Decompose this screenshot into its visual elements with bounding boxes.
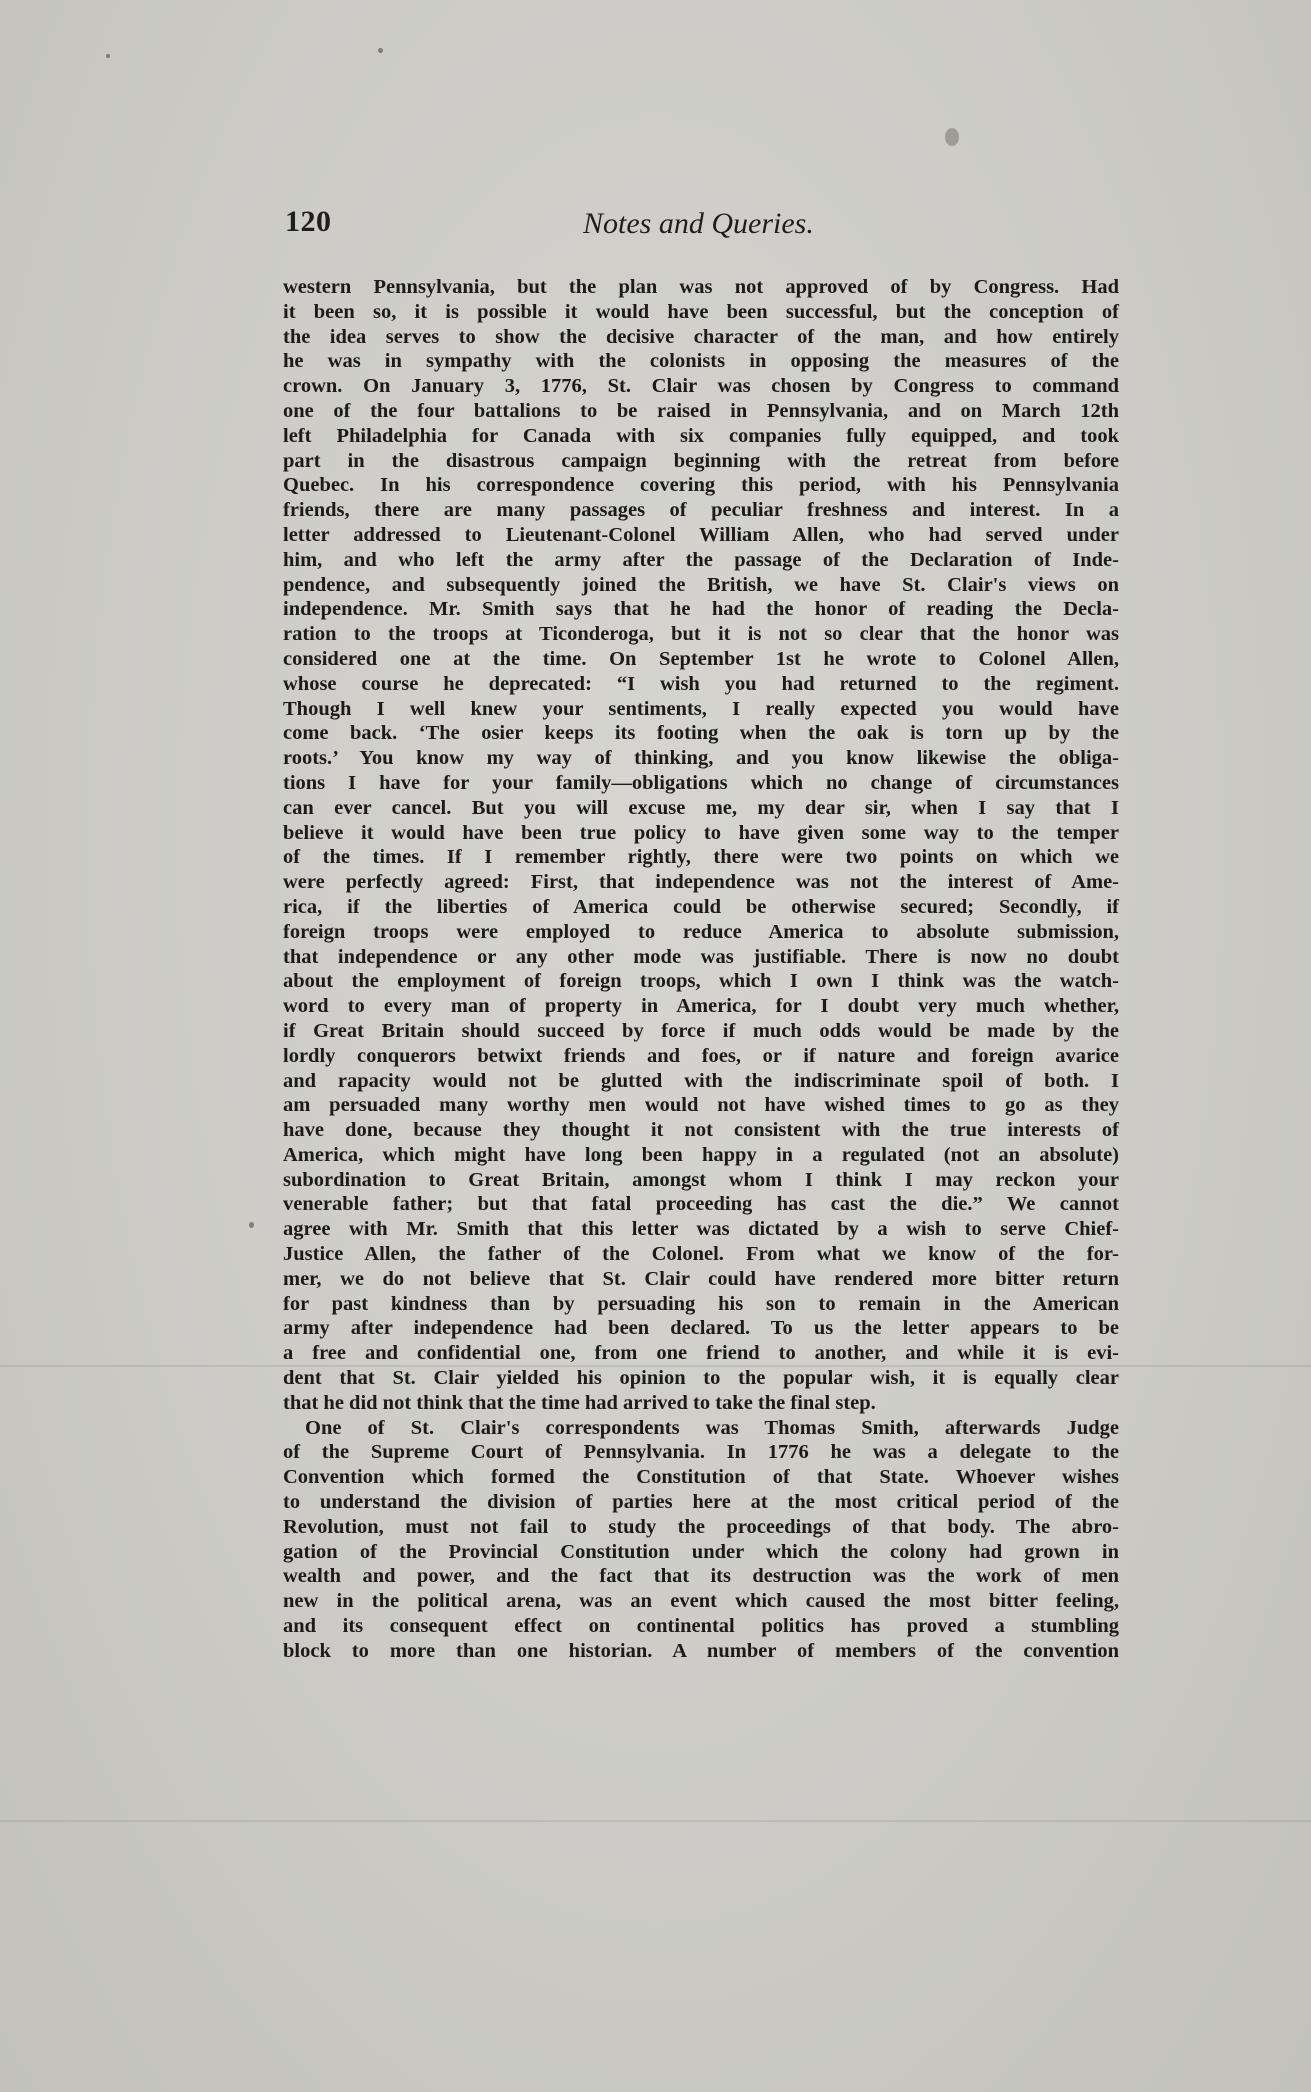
text-line: were perfectly agreed: First, that independence was not the interest of Ame- — [283, 871, 1119, 894]
text-line: am persuaded many worthy men would not have wished times to go as they — [283, 1094, 1119, 1117]
text-line: America, which might have long been happy in a regulated (not an absolute) — [283, 1143, 1119, 1166]
text-line: and rapacity would not be glutted with the indiscriminate spoil of both. I — [283, 1069, 1119, 1092]
ink-speck — [378, 48, 383, 53]
text-line: western Pennsylvania, but the plan was not approved of by Congress. Had — [283, 276, 1119, 298]
text-line: dent that St. Clair yielded his opinion to the popular wish, it is equally clear — [283, 1367, 1119, 1390]
text-line: Revolution, must not fail to study the proceedings of that body. The abro- — [283, 1515, 1119, 1538]
text-line: left Philadelphia for Canada with six companies fully equipped, and took — [283, 424, 1119, 447]
text-line: he was in sympathy with the colonists in opposing the measures of the — [283, 350, 1119, 373]
page-number: 120 — [285, 205, 332, 238]
text-line: whose course he deprecated: “I wish you had returned to the regiment. — [283, 672, 1119, 695]
text-line: the idea serves to show the decisive character of the man, and how entirely — [283, 325, 1119, 348]
text-line: Justice Allen, the father of the Colonel. From what we know of the for- — [283, 1243, 1119, 1266]
text-line: him, and who left the army after the passage of the Declaration of Inde- — [283, 548, 1119, 571]
text-line: tions I have for your family—obligations which no change of circumstances — [283, 771, 1119, 794]
text-line: and its consequent effect on continental politics has proved a stumbling — [283, 1615, 1119, 1638]
text-line: foreign troops were employed to reduce America to absolute submission, — [283, 920, 1119, 943]
text-line: Quebec. In his correspondence covering this period, with his Pennsylvania — [283, 474, 1119, 497]
text-line: Though I well knew your sentiments, I really expected you would have — [283, 697, 1119, 720]
text-line: believe it would have been true policy to have given some way to the temper — [283, 821, 1119, 844]
text-line: subordination to Great Britain, amongst whom I think I may reckon your — [283, 1168, 1119, 1191]
text-line: Convention which formed the Constitution of that State. Whoever wishes — [283, 1466, 1119, 1489]
text-line: mer, we do not believe that St. Clair could have rendered more bitter return — [283, 1267, 1119, 1290]
page-header — [285, 205, 1111, 255]
body-text — [283, 275, 1119, 1664]
text-line: agree with Mr. Smith that this letter was dictated by a wish to serve Chief- — [283, 1218, 1119, 1241]
text-line: for past kindness than by persuading his son to remain in the American — [283, 1292, 1119, 1315]
text-line: ration to the troops at Ticonderoga, but it is not so clear that the honor was — [283, 623, 1119, 646]
text-line: letter addressed to Lieutenant-Colonel William Allen, who had served under — [283, 523, 1119, 546]
text-line: army after independence had been declared. To us the letter appears to be — [283, 1317, 1119, 1340]
text-line: One of St. Clair's correspondents was Thomas Smith, afterwards Judge — [305, 1416, 1119, 1439]
text-line: a free and confidential one, from one friend to another, and while it is evi- — [283, 1342, 1119, 1365]
text-line: word to every man of property in America, for I doubt very much whether, — [283, 995, 1119, 1018]
ink-speck — [249, 1222, 254, 1228]
text-line: considered one at the time. On September 1st he wrote to Colonel Allen, — [283, 647, 1119, 670]
running-head: Notes and Queries. — [583, 207, 814, 240]
text-line: lordly conquerors betwixt friends and foes, or if nature and foreign avarice — [283, 1044, 1119, 1067]
text-line: wealth and power, and the fact that its destruction was the work of men — [283, 1565, 1119, 1588]
text-line: have done, because they thought it not consistent with the true interests of — [283, 1119, 1119, 1142]
ink-smudge — [945, 128, 959, 146]
text-line: come back. ‘The osier keeps its footing when the oak is torn up by the — [283, 722, 1119, 745]
text-line: crown. On January 3, 1776, St. Clair was chosen by Congress to command — [283, 375, 1119, 398]
text-line: independence. Mr. Smith says that he had the honor of reading the Decla- — [283, 598, 1119, 621]
paper-fold-line — [0, 1820, 1311, 1822]
text-line: roots.’ You know my way of thinking, and you know likewise the obliga- — [283, 747, 1119, 770]
text-line: if Great Britain should succeed by force if much odds would be made by the — [283, 1019, 1119, 1042]
text-line: of the times. If I remember rightly, there were two points on which we — [283, 846, 1119, 869]
text-line: can ever cancel. But you will excuse me, my dear sir, when I say that I — [283, 796, 1119, 819]
text-line: gation of the Provincial Constitution under which the colony had grown in — [283, 1540, 1119, 1563]
text-line: about the employment of foreign troops, which I own I think was the watch- — [283, 970, 1119, 993]
text-line: of the Supreme Court of Pennsylvania. In 1776 he was a delegate to the — [283, 1441, 1119, 1464]
text-line: block to more than one historian. A number of members of the convention — [283, 1639, 1119, 1662]
text-line: new in the political arena, was an event which caused the most bitter feeling, — [283, 1590, 1119, 1613]
text-line: pendence, and subsequently joined the British, we have St. Clair's views on — [283, 573, 1119, 596]
text-line: venerable father; but that fatal proceeding has cast the die.” We cannot — [283, 1193, 1119, 1216]
text-line: rica, if the liberties of America could be otherwise secured; Secondly, if — [283, 895, 1119, 918]
text-line: that independence or any other mode was justifiable. There is now no doubt — [283, 945, 1119, 968]
paragraph-end-line: that he did not think that the time had arrived to take the final step. — [283, 1391, 876, 1414]
text-line: part in the disastrous campaign beginning with the retreat from before — [283, 449, 1119, 472]
ink-speck — [106, 54, 110, 58]
text-line: one of the four battalions to be raised in Pennsylvania, and on March 12th — [283, 399, 1119, 422]
text-line: friends, there are many passages of peculiar freshness and interest. In a — [283, 499, 1119, 522]
text-line: it been so, it is possible it would have been successful, but the conception of — [283, 300, 1119, 323]
paragraph-start-line — [283, 1416, 1119, 1441]
text-line: to understand the division of parties here at the most critical period of the — [283, 1491, 1119, 1514]
